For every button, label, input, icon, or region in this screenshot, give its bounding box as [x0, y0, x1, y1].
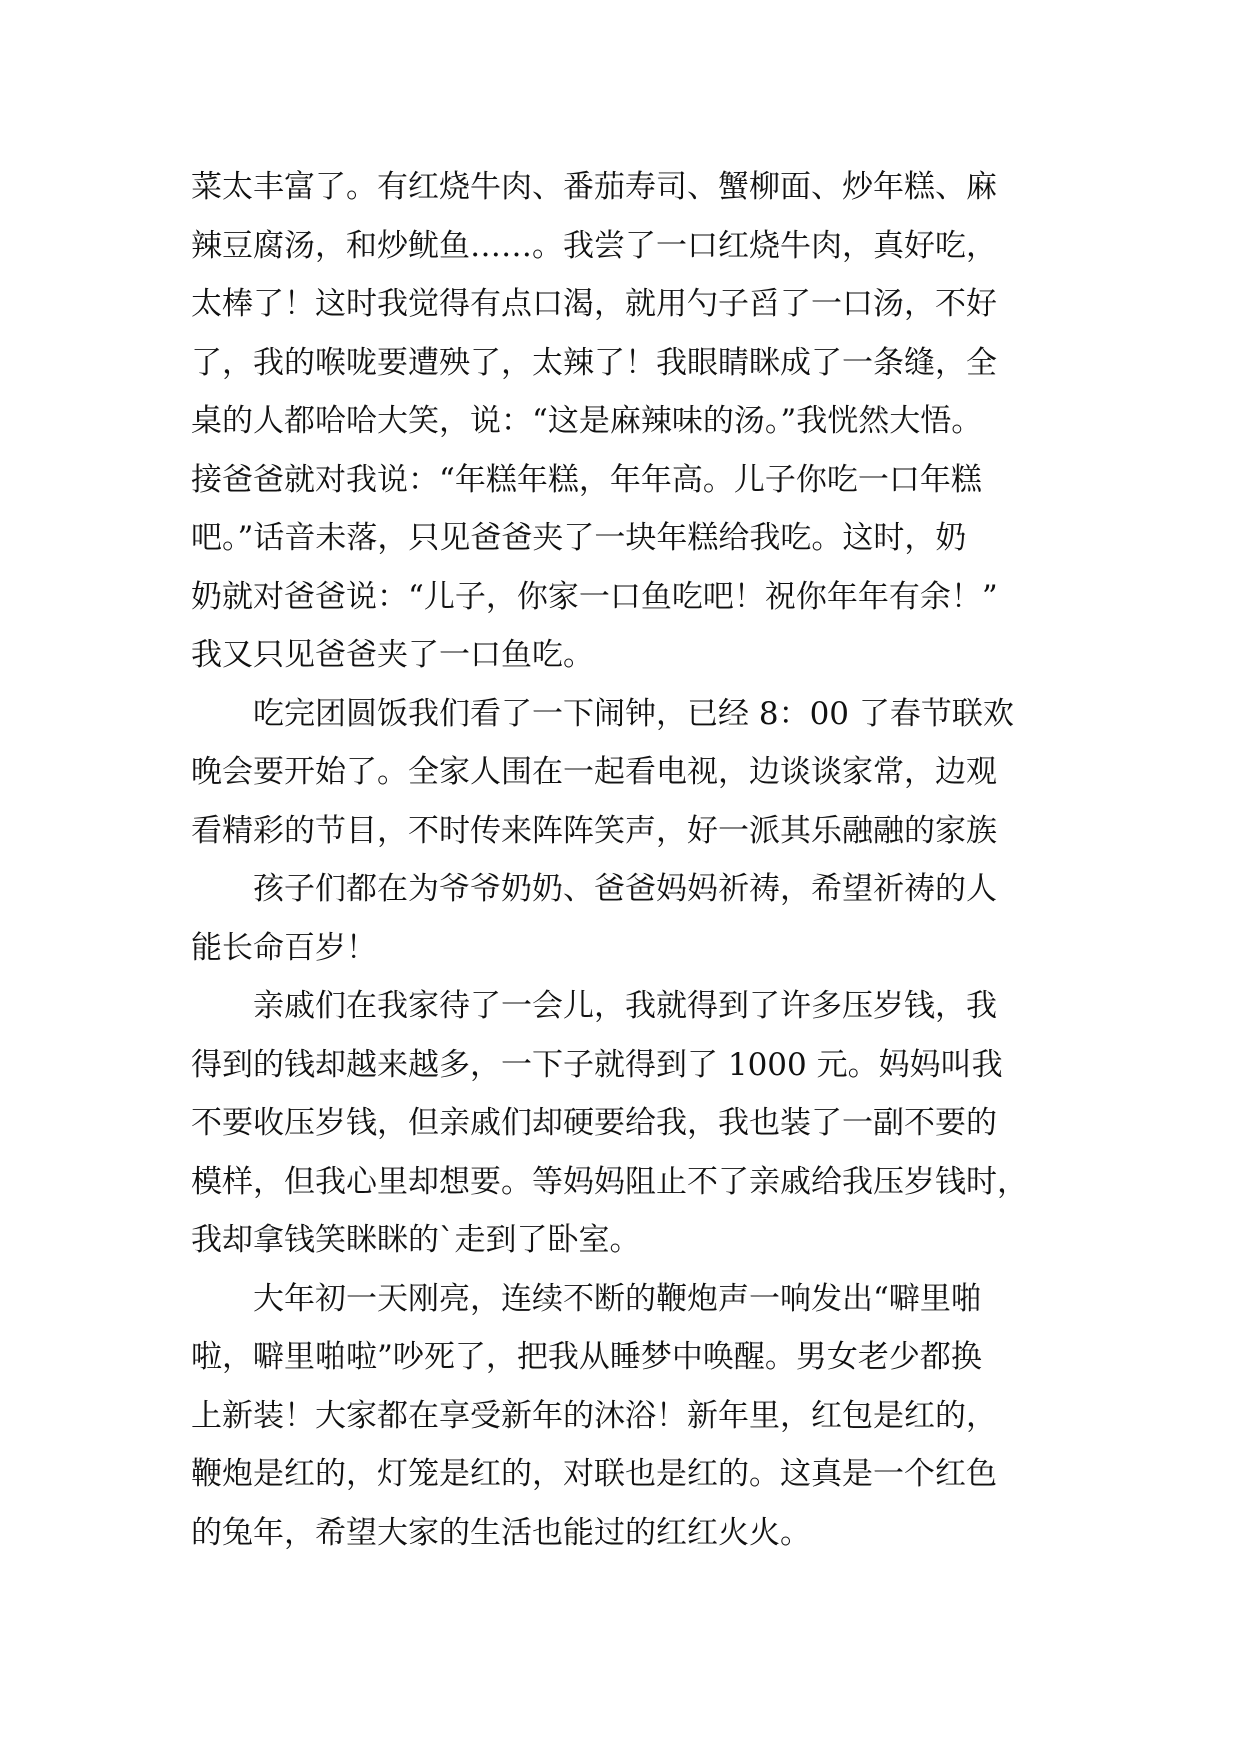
text-line: 太棒了！这时我觉得有点口渴，就用勺子舀了一口汤，不好	[191, 286, 997, 322]
text-line: 接爸爸就对我说：“年糕年糕，年年高。儿子你吃一口年糕	[191, 461, 982, 498]
text-line: 了，我的喉咙要遭殃了，太辣了！我眼睛眯成了一条缝，全	[191, 344, 997, 381]
paragraph-first-line: 亲戚们在我家待了一会儿，我就得到了许多压岁钱，我	[253, 988, 997, 1024]
text-line: 菜太丰富了。有红烧牛肉、番茄寿司、蟹柳面、炒年糕、麻	[191, 169, 997, 205]
text-line: 奶就对爸爸说：“儿子，你家一口鱼吃吧！祝你年年有余！”	[191, 578, 998, 615]
paragraph-first-line: 孩子们都在为爷爷奶奶、爸爸妈妈祈祷，希望祈祷的人	[253, 871, 997, 907]
text-line: 辣豆腐汤，和炒鱿鱼……。我尝了一口红烧牛肉，真好吃，	[191, 227, 997, 264]
text-line: 我却拿钱笑眯眯的`走到了卧室。	[191, 1222, 641, 1258]
text-line: 我又只见爸爸夹了一口鱼吃。	[191, 637, 594, 673]
text-line: 晚会要开始了。全家人围在一起看电视，边谈谈家常，边观	[191, 754, 997, 790]
text-line: 桌的人都哈哈大笑，说：“这是麻辣味的汤。”我恍然大悟。	[191, 403, 983, 439]
text-line: 看精彩的节目，不时传来阵阵笑声，好一派其乐融融的家族	[191, 812, 997, 849]
text-line: 模样，但我心里却想要。等妈妈阻止不了亲戚给我压岁钱时，	[191, 1163, 1028, 1200]
text-line: 啦，噼里啪啦”吵死了，把我从睡梦中唤醒。男女老少都换	[191, 1339, 982, 1375]
text-line: 鞭炮是红的，灯笼是红的，对联也是红的。这真是一个红色	[191, 1456, 997, 1492]
paragraph-first-line: 大年初一天刚亮，连续不断的鞭炮声一响发出“噼里啪	[253, 1280, 982, 1317]
text-line: 能长命百岁！	[191, 929, 377, 966]
text-line: 得到的钱却越来越多，一下子就得到了 1000 元。妈妈叫我	[191, 1046, 1003, 1083]
text-line: 的兔年，希望大家的生活也能过的红红火火。	[191, 1514, 811, 1551]
text-line: 吧。”话音未落，只见爸爸夹了一块年糕给我吃。这时，奶	[191, 520, 967, 556]
text-line: 不要收压岁钱，但亲戚们却硬要给我，我也装了一副不要的	[191, 1105, 997, 1141]
paragraph-first-line: 吃完团圆饭我们看了一下闹钟，已经 8：00 了春节联欢	[253, 695, 1014, 732]
text-line: 上新装！大家都在享受新年的沐浴！新年里，红包是红的，	[191, 1397, 997, 1434]
document-body	[191, 158, 1071, 1562]
